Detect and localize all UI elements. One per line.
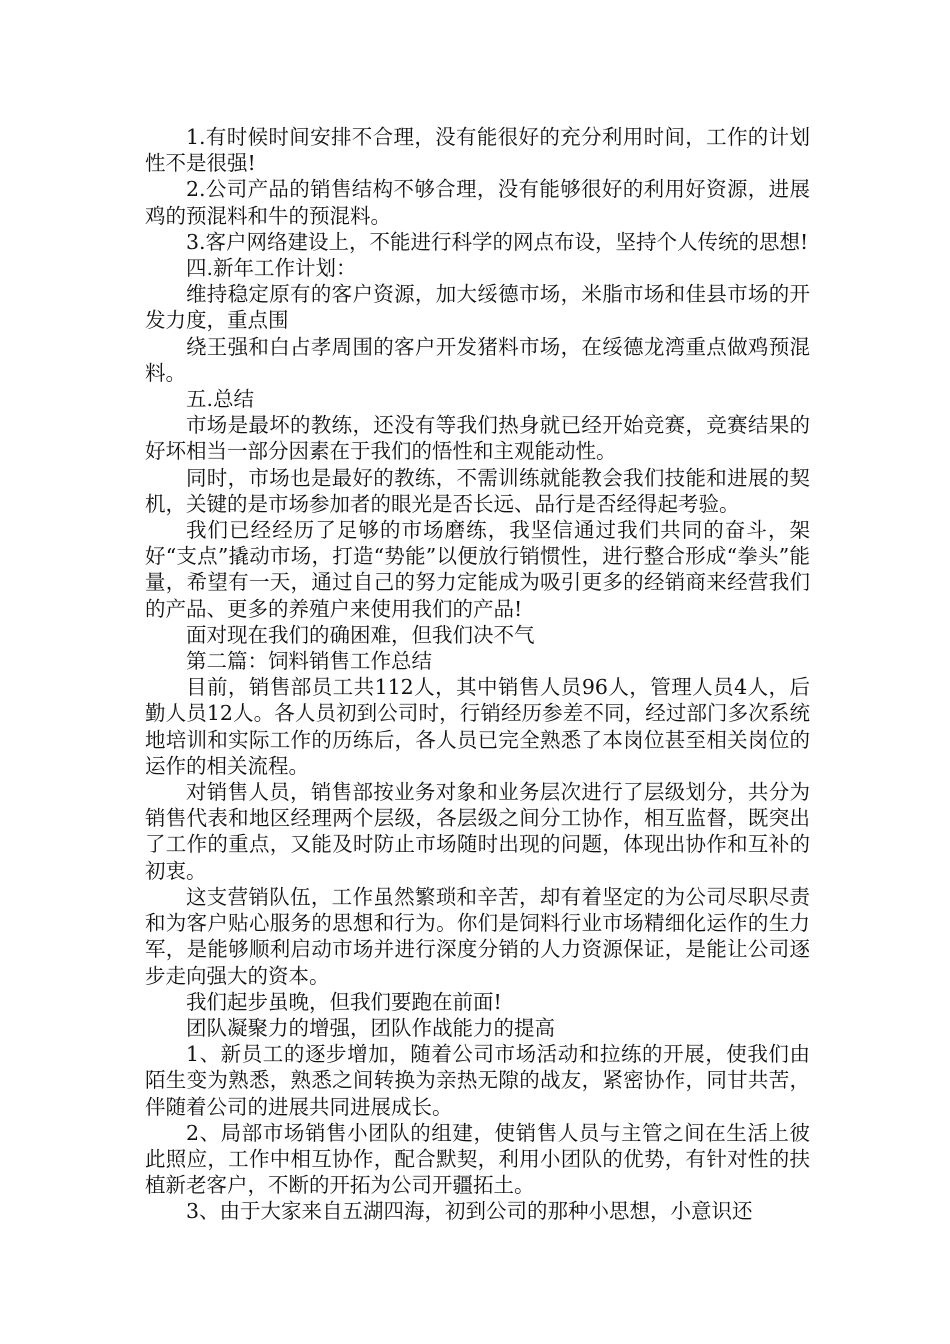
- heading-new-year-plan: 四.新年工作计划：: [186, 256, 357, 281]
- paragraph-summary-1: 市场是最坏的教练，还没有等我们热身就已经开始竞赛，竞赛结果的好坏相当一部分因素在于我们的悟性和主观能动性。: [145, 413, 810, 464]
- heading-part-two: 第二篇：饲料销售工作总结: [186, 649, 432, 674]
- paragraph-team: 这支营销队伍，工作虽然繁琐和辛苦，却有着坚定的为公司尽职尽责和为客户贴心服务的思想和行为。你们是饲料行业市场精细化运作的生力军，是能够顺利启动市场并进行深度分销的人力资源保证，是能让公司逐步走向强大的资本。: [145, 884, 810, 988]
- paragraph-summary-4: 面对现在我们的确困难，但我们决不气: [186, 622, 535, 647]
- document-page: [145, 124, 810, 1225]
- paragraph-plan-2: 绕王强和白占孝周围的客户开发猪料市场，在绥德龙湾重点做鸡预混料。: [145, 334, 810, 385]
- paragraph-plan-1: 维持稳定原有的客户资源，加大绥德市场，米脂市场和佳县市场的开发力度，重点围: [145, 282, 810, 333]
- paragraph-summary-3: 我们已经经历了足够的市场磨练，我坚信通过我们共同的奋斗，架好“支点”撬动市场，打造“势能”以便放行销惯性，进行整合形成“拳头”能量，希望有一天，通过自己的努力定能成为吸引更多的经销商来经营我们的产品、更多的养殖户来使用我们的产品!: [145, 518, 810, 621]
- paragraph-issue-2: 2.公司产品的销售结构不够合理，没有能够很好的利用好资源，进展鸡的预混料和牛的预混料。: [145, 177, 810, 228]
- paragraph-staff: 目前，销售部员工共112人，其中销售人员96人，管理人员4人，后勤人员12人。各人员初到公司时，行销经历参差不同，经过部门多次系统地培训和实际工作的历练后，各人员已完全熟悉了本岗位甚至相关岗位的运作的相关流程。: [145, 675, 810, 778]
- paragraph-cohesion-1: 1、新员工的逐步增加，随着公司市场活动和拉练的开展，使我们由陌生变为熟悉，熟悉之间转换为亲热无隙的战友，紧密协作，同甘共苦，伴随着公司的进展共同进展成长。: [145, 1042, 810, 1119]
- paragraph-issue-1: 1.有时候时间安排不合理，没有能很好的充分利用时间，工作的计划性不是很强!: [145, 125, 810, 176]
- paragraph-cohesion-2: 2、局部市场销售小团队的组建，使销售人员与主管之间在生活上彼此照应，工作中相互协作，配合默契，利用小团队的优势，有针对性的扶植新老客户，不断的开拓为公司开疆拓土。: [145, 1120, 810, 1198]
- paragraph-issue-3: 3.客户网络建设上，不能进行科学的网点布设，坚持个人传统的思想!: [186, 229, 809, 254]
- paragraph-cohesion-3: 3、由于大家来自五湖四海，初到公司的那种小思想，小意识还: [186, 1199, 753, 1224]
- heading-summary: 五.总结: [186, 387, 255, 412]
- heading-team-cohesion: 团队凝聚力的增强，团队作战能力的提高: [186, 1015, 555, 1040]
- paragraph-motto: 我们起步虽晚，但我们要跑在前面!: [186, 989, 502, 1014]
- paragraph-summary-2: 同时，市场也是最好的教练，不需训练就能教会我们技能和进展的契机，关键的是市场参加者的眼光是否长远、品行是否经得起考验。: [145, 465, 810, 516]
- paragraph-sales-levels: 对销售人员，销售部按业务对象和业务层次进行了层级划分，共分为销售代表和地区经理两个层级，各层级之间分工协作，相互监督，既突出了工作的重点，又能及时防止市场随时出现的问题，体现出协作和互补的初衷。: [145, 780, 810, 883]
